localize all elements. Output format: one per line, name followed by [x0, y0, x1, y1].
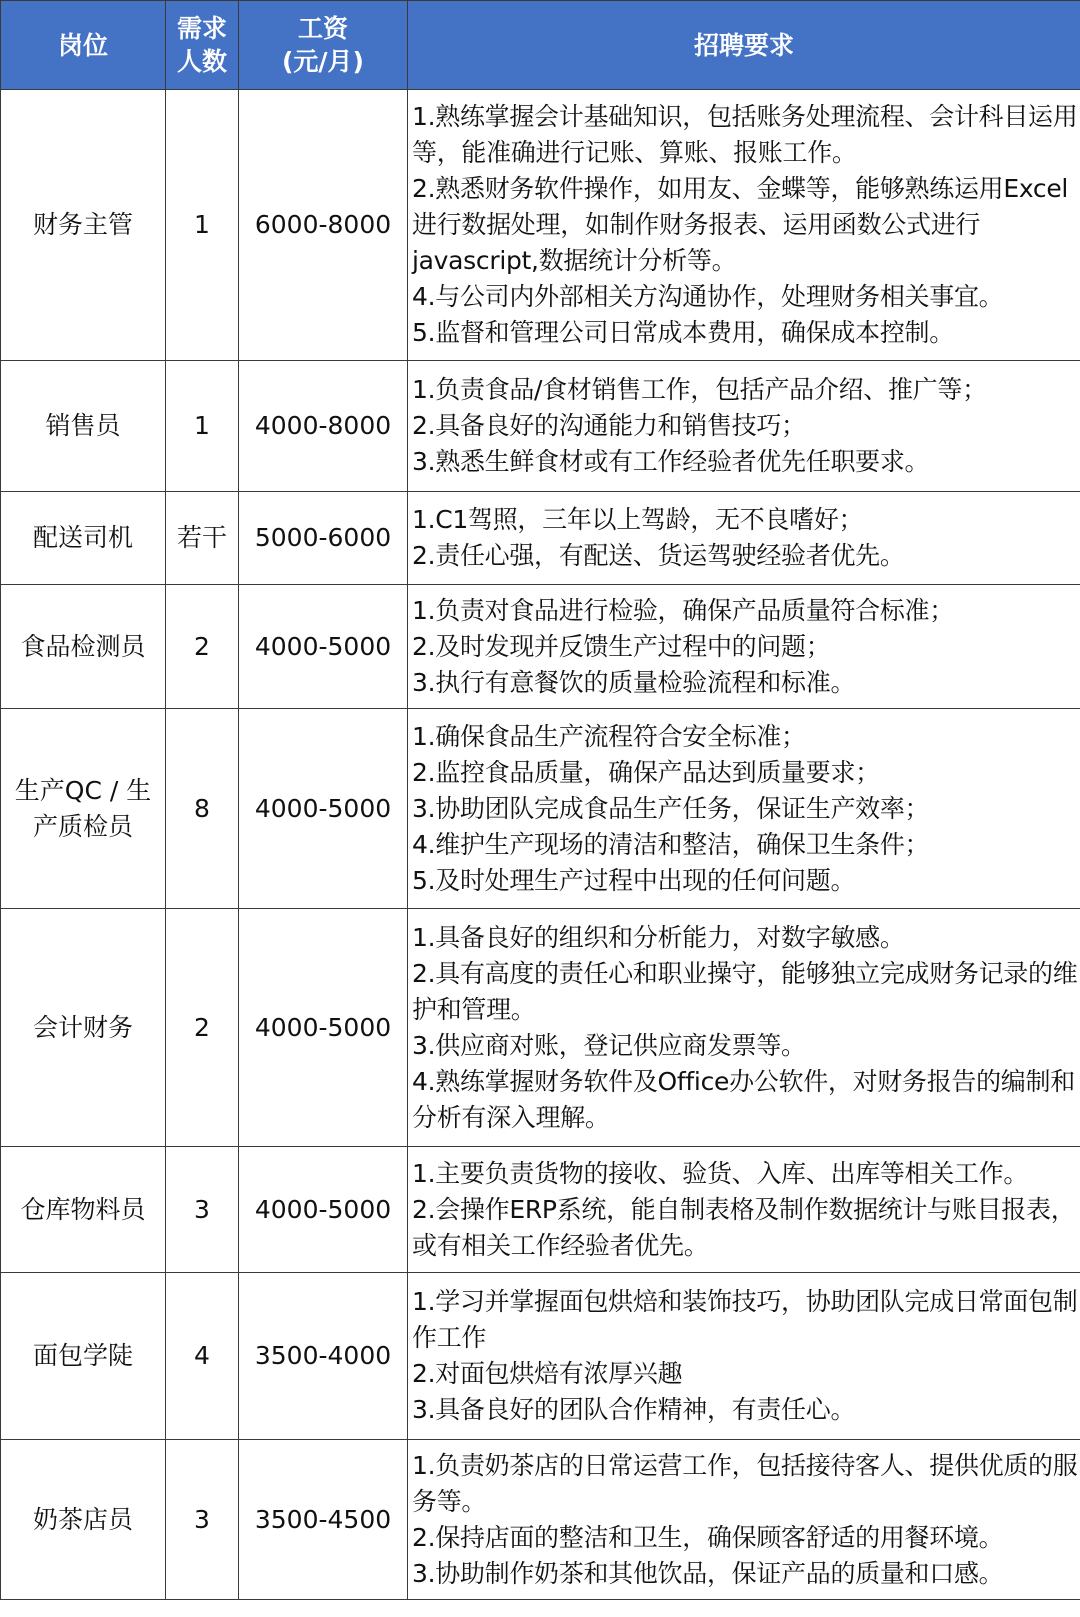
requirement-item: 1.负责食品/食材销售工作，包括产品介绍、推广等； [412, 375, 987, 404]
requirement-item: 4.维护生产现场的清洁和整洁，确保卫生条件； [412, 829, 930, 859]
table-row [1, 1273, 1080, 1440]
table-row [1, 361, 1080, 492]
header-position: 岗位 [1, 1, 166, 90]
cell-count: 8 [166, 709, 239, 909]
header-requirements: 招聘要求 [408, 1, 1080, 90]
cell-requirements [408, 709, 1080, 909]
requirement-item: 2.熟悉财务软件操作，如用友、金蝶等，能够熟练运用Excel进行数据处理，如制作财务报表、运用函数公式进行javascript,数据统计分析等。 [412, 174, 1069, 275]
cell-count: 2 [166, 585, 239, 709]
requirement-item: 1.具备良好的组织和分析能力，对数字敏感。 [412, 922, 905, 952]
requirement-item: 2.责任心强，有配送、货运驾驶经验者优先。 [412, 541, 905, 570]
table-row [1, 90, 1080, 361]
requirement-item: 3.熟悉生鲜食材或有工作经验者优先任职要求。 [412, 447, 930, 476]
cell-count: 1 [166, 90, 239, 361]
requirement-item: 2.保持店面的整洁和卫生，确保顾客舒适的用餐环境。 [412, 1522, 1004, 1552]
header-count-line1: 需求 [176, 14, 227, 43]
requirement-item: 5.监督和管理公司日常成本费用，确保成本控制。 [412, 318, 954, 347]
cell-requirements [408, 1147, 1080, 1273]
cell-requirements [408, 1440, 1080, 1600]
requirement-item: 3.具备良好的团队合作精神，有责任心。 [412, 1395, 856, 1424]
requirement-item: 1.学习并掌握面包烘焙和装饰技巧，协助团队完成日常面包制作工作 [412, 1287, 1078, 1352]
cell-position: 奶茶店员 [1, 1440, 166, 1600]
cell-count: 2 [166, 909, 239, 1147]
cell-salary: 4000-5000 [239, 709, 408, 909]
cell-salary: 3500-4500 [239, 1440, 408, 1600]
requirement-item: 3.协助团队完成食品生产任务，保证生产效率； [412, 793, 930, 823]
header-salary [239, 1, 408, 90]
cell-salary: 4000-5000 [239, 585, 408, 709]
cell-salary: 4000-8000 [239, 361, 408, 492]
requirement-item: 3.执行有意餐饮的质量检验流程和标准。 [412, 667, 856, 697]
cell-salary: 4000-5000 [239, 1147, 408, 1273]
cell-salary: 5000-6000 [239, 492, 408, 585]
table-row [1, 585, 1080, 709]
cell-position: 面包学陡 [1, 1273, 166, 1440]
header-salary-line1: 工资 [297, 14, 348, 43]
cell-position: 销售员 [1, 361, 166, 492]
cell-salary: 3500-4000 [239, 1273, 408, 1440]
table-row [1, 1147, 1080, 1273]
cell-count: 3 [166, 1147, 239, 1273]
header-row [1, 1, 1080, 90]
requirement-item: 1.C1驾照，三年以上驾龄，无不良嗜好； [412, 505, 864, 534]
table-row [1, 909, 1080, 1147]
cell-count: 若干 [166, 492, 239, 585]
requirement-item: 2.及时发现并反馈生产过程中的问题； [412, 631, 831, 661]
cell-requirements [408, 1273, 1080, 1440]
cell-salary: 6000-8000 [239, 90, 408, 361]
requirement-item: 4.与公司内外部相关方沟通协作，处理财务相关事宜。 [412, 282, 1004, 311]
cell-position: 财务主管 [1, 90, 166, 361]
requirement-item: 1.负责奶茶店的日常运营工作，包括接待客人、提供优质的服务等。 [412, 1450, 1078, 1516]
cell-requirements [408, 492, 1080, 585]
requirement-item: 1.确保食品生产流程符合安全标准； [412, 721, 806, 751]
header-count [166, 1, 239, 90]
requirement-item: 3.协助制作奶茶和其他饮品，保证产品的质量和口感。 [412, 1558, 1004, 1588]
cell-requirements [408, 90, 1080, 361]
cell-requirements [408, 909, 1080, 1147]
cell-requirements [408, 361, 1080, 492]
requirement-item: 2.具有高度的责任心和职业操守，能够独立完成财务记录的维护和管理。 [412, 958, 1078, 1024]
cell-count: 1 [166, 361, 239, 492]
header-count-line2: 人数 [176, 47, 227, 76]
requirement-item: 2.监控食品质量，确保产品达到质量要求； [412, 757, 880, 787]
requirement-item: 2.对面包烘焙有浓厚兴趣 [412, 1359, 683, 1388]
requirement-item: 1.负责对食品进行检验，确保产品质量符合标准； [412, 595, 954, 625]
cell-requirements [408, 585, 1080, 709]
requirement-item: 3.供应商对账，登记供应商发票等。 [412, 1030, 806, 1060]
cell-count: 3 [166, 1440, 239, 1600]
requirement-item: 2.具备良好的沟通能力和销售技巧； [412, 411, 806, 440]
cell-salary: 4000-5000 [239, 909, 408, 1147]
cell-position: 生产QC / 生产质检员 [1, 709, 166, 909]
cell-position: 食品检测员 [1, 585, 166, 709]
requirement-item: 4.熟练掌握财务软件及Office办公软件，对财务报告的编制和分析有深入理解。 [412, 1066, 1075, 1132]
requirement-item: 1.熟练掌握会计基础知识，包括账务处理流程、会计科目运用等，能准确进行记账、算账、报账工作。 [412, 102, 1078, 167]
requirement-item: 2.会操作ERP系统，能自制表格及制作数据统计与账目报表，或有相关工作经验者优先。 [412, 1194, 1076, 1260]
table-row [1, 1440, 1080, 1600]
requirement-item: 5.及时处理生产过程中出现的任何问题。 [412, 865, 856, 895]
table-row [1, 492, 1080, 585]
header-salary-line2: (元/月) [282, 47, 364, 76]
cell-position: 配送司机 [1, 492, 166, 585]
cell-count: 4 [166, 1273, 239, 1440]
cell-position: 会计财务 [1, 909, 166, 1147]
requirement-item: 1.主要负责货物的接收、验货、入库、出库等相关工作。 [412, 1158, 1029, 1188]
cell-position: 仓库物料员 [1, 1147, 166, 1273]
table-row [1, 709, 1080, 909]
